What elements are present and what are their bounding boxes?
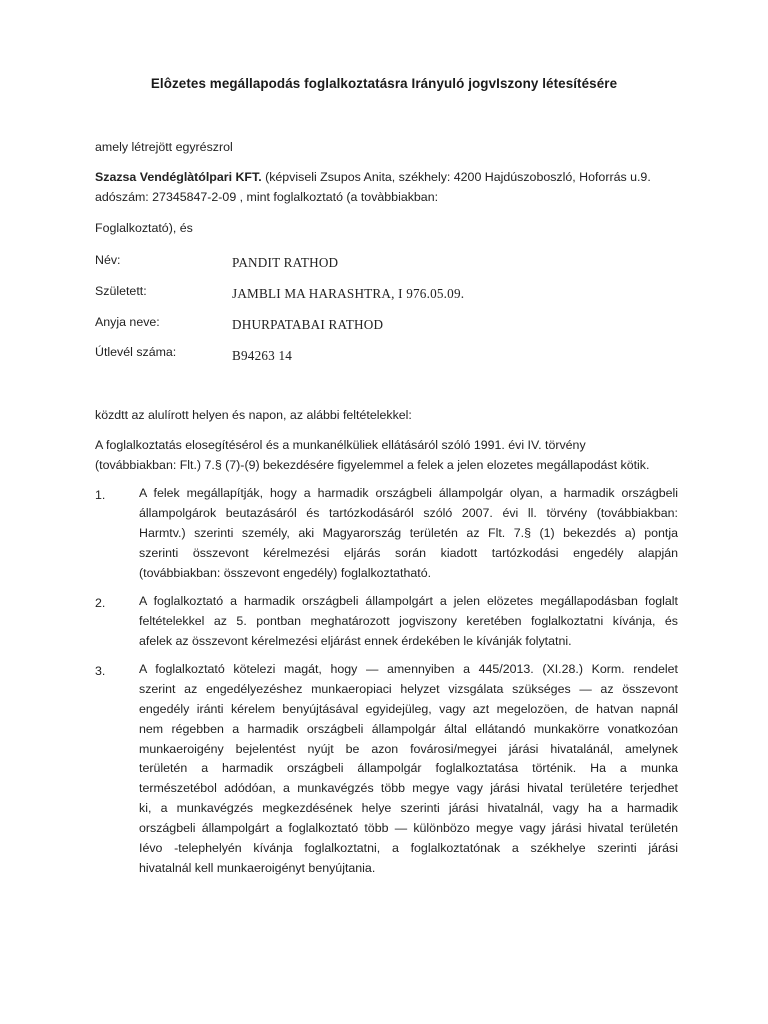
employer-name: Szazsa Vendéglàtólpari KFT.	[95, 170, 262, 184]
item-line: afelek az összevont kérelmezési eljárást ennek érdekében le kívánják folytatni.	[139, 633, 572, 648]
passport-label: Útlevél száma:	[95, 345, 177, 359]
intro-text: amely létrejött egyrészrol	[95, 140, 233, 154]
birth-value: JAMBLI MA HARASHTRA, I 976.05.09.	[232, 286, 465, 301]
item-line: állampolgárok beutazásáról és tartózkodásáról szóló 2007. évi ll. törvény (továbbiakban:	[139, 505, 678, 520]
item-line: A foglalkoztató a harmadik országbeli állampolgárt a jelen elözetes megállapodásban foglalt	[139, 594, 678, 608]
item-line: (továbbiakban: összevont engedély) foglalkoztatható.	[139, 565, 432, 580]
law-paragraph	[95, 435, 649, 475]
employer-details: (képviseli Zsupos Anita, székhely: 4200 Hajdúszoboszló, Hoforrás u.9.	[261, 170, 651, 184]
item-line: engedély iránti kérelem benyújtásával egyidejüleg, vagy azt megelozöen, de hatvan napnál	[139, 701, 678, 716]
law-line: (továbbiakban: Flt.) 7.§ (7)-(9) bekezdésére figyelemmel a felek a jelen elozetes megállapodást kötik.	[95, 458, 650, 472]
item-line: munkaeroigény bejelentést nyújt be azon fovárosi/megyei járási hivatalánál, amelynek	[139, 741, 678, 756]
document-title: Elôzetes megállapodás foglalkoztatásra Irányuló jogvIszony létesítésére	[150, 76, 618, 91]
item-line: szerinti összevont kérelmezési eljárás során kiadott tartózkodási engedély alapján	[139, 545, 678, 560]
item-line: Iévo -telephelyén kívánja foglalkoztatni, a foglalkoztatónak a székhelye szerinti járási	[139, 841, 678, 856]
mother-name-value: DHURPATABAI RATHOD	[232, 317, 384, 332]
item-line: területén a harmadik országbeli állampolgár foglalkoztatása történik. Ha a munka	[139, 761, 678, 776]
item-line: feltételekkel az 5. pontban meghatározott jogviszony keretében foglalkoztatni kívánja, és	[139, 613, 678, 628]
item-line: A felek megállapítják, hogy a harmadik országbeli állampolgár olyan, a harmadik országbeli	[139, 486, 678, 500]
item-line: A foglalkoztató kötelezi magát, hogy — amennyiben a 445/2013. (XI.28.) Korm. rendelet	[139, 662, 678, 676]
item-number: 2.	[95, 596, 106, 610]
item-number: 3.	[95, 664, 106, 678]
item-line: természetébol adódóan, a munkavégzés több megye vagy járási hivatal területére terjedhet	[139, 781, 678, 796]
mother-name-label: Anyja neve:	[95, 315, 160, 329]
item-number: 1.	[95, 488, 106, 502]
employer-line	[95, 170, 651, 184]
tax-number-line: adószám: 27345847-2-09 , mint foglalkoztató (a tovàbbiakban:	[95, 190, 439, 204]
name-label: Név:	[95, 253, 121, 267]
numbered-item	[139, 660, 678, 879]
item-line: nem régebben a harmadik országbeli állampolgár által ellátandó munkakörre vonatkozóan	[139, 721, 678, 736]
item-line: Harmtv.) szerinti személy, aki Magyarország területén az Flt. 7.§ (1) bekezdés a) pontja	[139, 525, 678, 540]
employer-role: Foglalkoztató), és	[95, 221, 193, 235]
numbered-item	[139, 484, 678, 583]
numbered-item	[139, 592, 678, 652]
passport-value: B94263 14	[232, 348, 293, 363]
item-line: hivatalnál kell munkaeroigényt benyújtania.	[139, 860, 376, 875]
item-line: országbeli állampolgárt a foglalkoztató több — különbözo megye vagy járási hivatal területén	[139, 821, 678, 836]
name-value: PANDIT RATHOD	[232, 255, 339, 270]
item-line: ki, a munkavégzés megkezdésének helye szerinti járási hivatalnál, vagy ha a harmadik	[139, 801, 678, 816]
law-line: A foglalkoztatás elosegítésérol és a munkanélküliek ellátásáról szóló 1991. évi IV. törvény	[95, 438, 586, 452]
birth-label: Született:	[95, 284, 147, 298]
conditions-intro: közdtt az alulírott helyen és napon, az alábbi feltételekkel:	[95, 408, 412, 422]
item-line: szerint az engedélyezéshez munkaeropiaci helyzet vizsgálata szükséges — az összevont	[139, 681, 678, 696]
